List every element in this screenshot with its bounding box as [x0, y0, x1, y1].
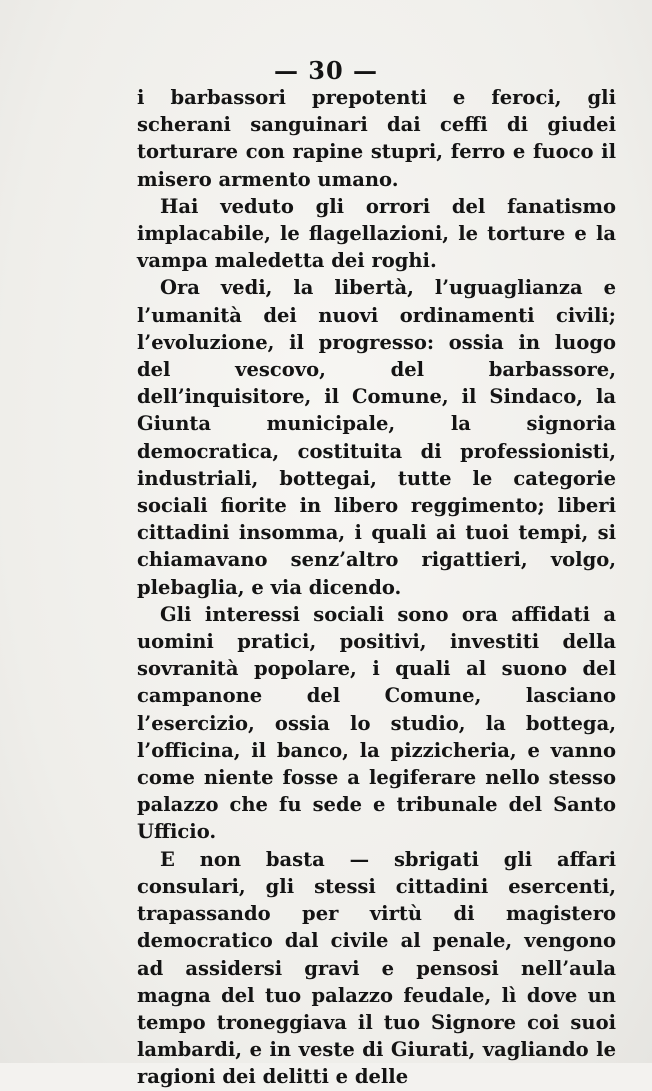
paragraph-1: i barbassori prepotenti e feroci, gli scherani sanguinari dai ceffi di giudei torturare con rapine stupri, ferro e fuoco il misero armento umano.: [137, 86, 616, 191]
paragraph-4: Gli interessi sociali sono ora affidati a uomini pratici, positivi, investiti della sovranità popolare, i quali al suono del campanone del Comune, lasciano l’esercizio, ossia lo studio, la bottega, l’officina, il banco, la pizzicheria, e vanno come niente fosse a legiferare nello stesso palazzo che fu sede e tribunale del Santo Ufficio.: [137, 602, 616, 844]
paragraph-2: Hai veduto gli orrori del fanatismo implacabile, le flagellazioni, le torture e la vampa maledetta dei roghi.: [137, 194, 616, 273]
paragraph-5: E non basta — sbrigati gli affari consulari, gli stessi cittadini esercenti, trapassando per virtù di magistero democratico dal civile al penale, vengono ad assidersi gravi e pensosi nell’aula magna del tuo palazzo feudale, lì dove un tempo troneggiava il tuo Signore coi suoi lambardi, e in veste di Giurati, vagliando le ragioni dei delitti e delle: [137, 847, 616, 1089]
body-text: [137, 84, 616, 1091]
page-number: — 30 —: [273, 56, 379, 85]
paragraph-3: Ora vedi, la libertà, l’uguaglianza e l’umanità dei nuovi ordinamenti civili; l’evoluzione, il progresso: ossia in luogo del vescovo, del barbassore, dell’inquisitore, il Comune, il Sindaco, la Giunta municipale, la signoria democratica, costituita di professionisti, industriali, bottegai, tutte le categorie sociali fiorite in libero reggimento; liberi cittadini insomma, i quali ai tuoi tempi, si chiamavano senz’altro rigattieri, volgo, plebaglia, e via dicendo.: [137, 276, 616, 599]
